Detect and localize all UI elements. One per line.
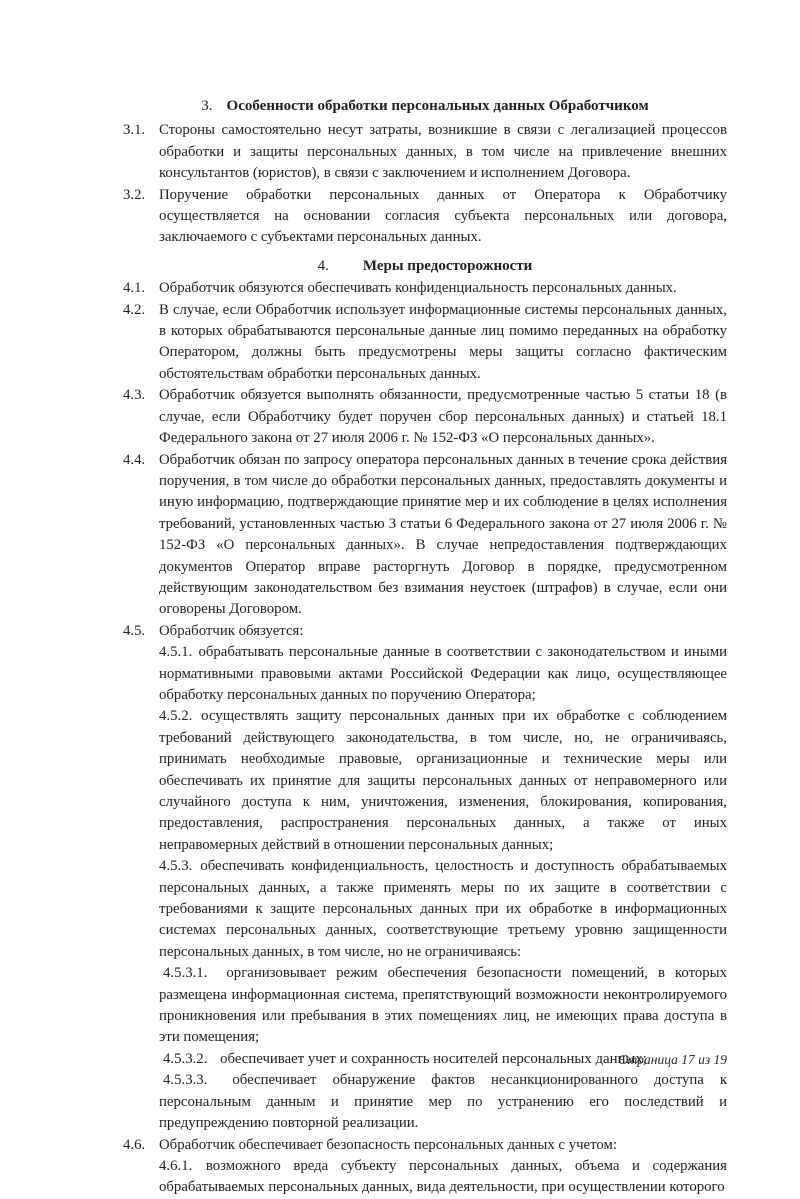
subclause-4-5-3-3 (159, 1070, 727, 1134)
section-title: Особенности обработки персональных данных Обработчиком (226, 98, 649, 114)
clause-text: Обработчик обязуется: (159, 622, 304, 639)
section-heading (123, 256, 727, 277)
clause-4-3 (123, 385, 727, 449)
section-heading (123, 96, 727, 117)
subclause-4-5-1 (159, 642, 727, 706)
clause-number: 4.5. (123, 622, 146, 639)
clause-4-2 (123, 300, 727, 386)
clause-4-4 (123, 450, 727, 621)
section-title: Меры предосторожности (362, 257, 533, 274)
clause-text: Обработчик обеспечивает безопасность персональных данных с учетом: (159, 1136, 617, 1153)
clause-3-2 (123, 185, 727, 249)
subclause-number: 4.6.1. (159, 1157, 193, 1174)
document-content (123, 96, 727, 1199)
clause-text: Обработчик обязан по запросу оператора персональных данных в течение срока действия поручения, в том числе до обработки персональных данных, предоставлять документы и иную информацию, подтверждающие принятие мер и их соблюдение в целях исполнения требований, установленных частью 3 статьи 6 Федерального закона от 27 июля 2006 г. № 152-ФЗ «О персональных данных». В случае непредоставления подтверждающих документов Оператор вправе расторгнуть Договор в порядке, предусмотренном действующим законодательством без взимания неустоек (штрафов) в случае, если они оговорены Договором. (159, 451, 727, 618)
clause-number: 3.2. (123, 186, 146, 203)
clause-number: 3.1. (123, 122, 146, 139)
clause-text: Обработчик обязуются обеспечивать конфиденциальность персональных данных. (159, 280, 677, 297)
section-number: 4. (317, 257, 329, 274)
clause-number: 4.1. (123, 280, 146, 297)
subclause-text: организовывает режим обеспечения безопасности помещений, в которых размещена информационная система, препятствующий возможности неконтролируемого проникновения или пребывания в этих помещениях лиц, не имеющих права доступа в эти помещения; (159, 965, 727, 1046)
clause-3-1 (123, 120, 727, 184)
clause-text: Поручение обработки персональных данных от Оператора к Обработчику осуществляется на основании согласия субъекта персональных или договора, заключаемого с субъектами персональных данных. (159, 186, 727, 246)
subclause-number: 4.5.1. (159, 644, 193, 661)
subclause-number: 4.5.2. (159, 708, 193, 725)
clause-number: 4.3. (123, 387, 146, 404)
section-processing-features (123, 96, 727, 249)
clause-text: Обработчик обязуется выполнять обязанности, предусмотренные частью 5 статьи 18 (в случае, если Обработчику будет поручен сбор персональных данных) и статьей 18.1 Федерального закона от 27 июля 2006 г. № 152-ФЗ «О персональных данных». (159, 387, 727, 447)
clause-4-1 (123, 278, 727, 299)
clause-number: 4.2. (123, 301, 146, 318)
clause-text: В случае, если Обработчик использует информационные системы персональных данных, в которых обрабатываются персональные данные лиц помимо переданных на обработку Оператором, должны быть предусмотрены меры защиты согласно фактическим обстоятельствам обработки персональных данных. (159, 301, 727, 382)
subclause-text: обеспечивает обнаружение фактов несанкционированного доступа к персональным данным и принятие мер по устранению его последствий и предупреждению повторной реализации. (159, 1072, 728, 1132)
subclause-4-5-3-1 (159, 963, 727, 1049)
subclause-number: 4.5.3. (159, 858, 193, 875)
subclause-number: 4.5.3.2. (163, 1050, 208, 1067)
subclause-4-6-1 (159, 1156, 727, 1199)
subclause-text: обеспечивает учет и сохранность носителей персональных данных; (220, 1050, 647, 1067)
clause-4-6 (123, 1135, 727, 1199)
subclause-number: 4.5.3.1. (163, 965, 208, 982)
subclause-number: 4.5.3.3. (163, 1072, 208, 1089)
subclause-4-5-2 (159, 706, 727, 856)
clause-number: 4.6. (123, 1136, 146, 1153)
section-number: 3. (201, 98, 213, 114)
page-number-footer: Страница 17 из 19 (618, 1052, 727, 1067)
clause-text: Стороны самостоятельно несут затраты, возникшие в связи с легализацией процессов обработки и защиты персональных данных, в том числе на привлечение внешних консультантов (юристов), в связи с заключением и исполнением Договора. (159, 122, 727, 182)
subclause-text: обрабатывать персональные данные в соответствии с законодательством и иными нормативными правовыми актами Российской Федерации как лицо, осуществляющее обработку персональных данных по поручению Оператора; (159, 644, 727, 703)
clause-number: 4.4. (123, 451, 146, 468)
subclause-4-5-3 (159, 856, 727, 963)
subclause-text: осуществлять защиту персональных данных при их обработке с соблюдением требований действующего законодательства, в том числе, но, не ограничиваясь, принимать необходимые правовые, организационные и технические меры или обеспечивать их принятие для защиты персональных данных от неправомерного или случайного доступа к ним, уничтожения, изменения, блокирования, копирования, предоставления, распространения персональных данных, а также от иных неправомерных действий в отношении персональных данных; (159, 708, 727, 853)
subclause-text: обеспечивать конфиденциальность, целостность и доступность обрабатываемых персональных данных, а также применять меры по их защите в соответствии с требованиями к защите персональных данных при их обработке в информационных системах персональных данных, соответствующие третьему уровню защищенности персональных данных, в том числе, но не ограничиваясь: (159, 858, 727, 960)
subclause-text: возможного вреда субъекту персональных данных, объема и содержания обрабатываемых персональных данных, вида деятельности, при осуществлении которого (159, 1157, 727, 1196)
